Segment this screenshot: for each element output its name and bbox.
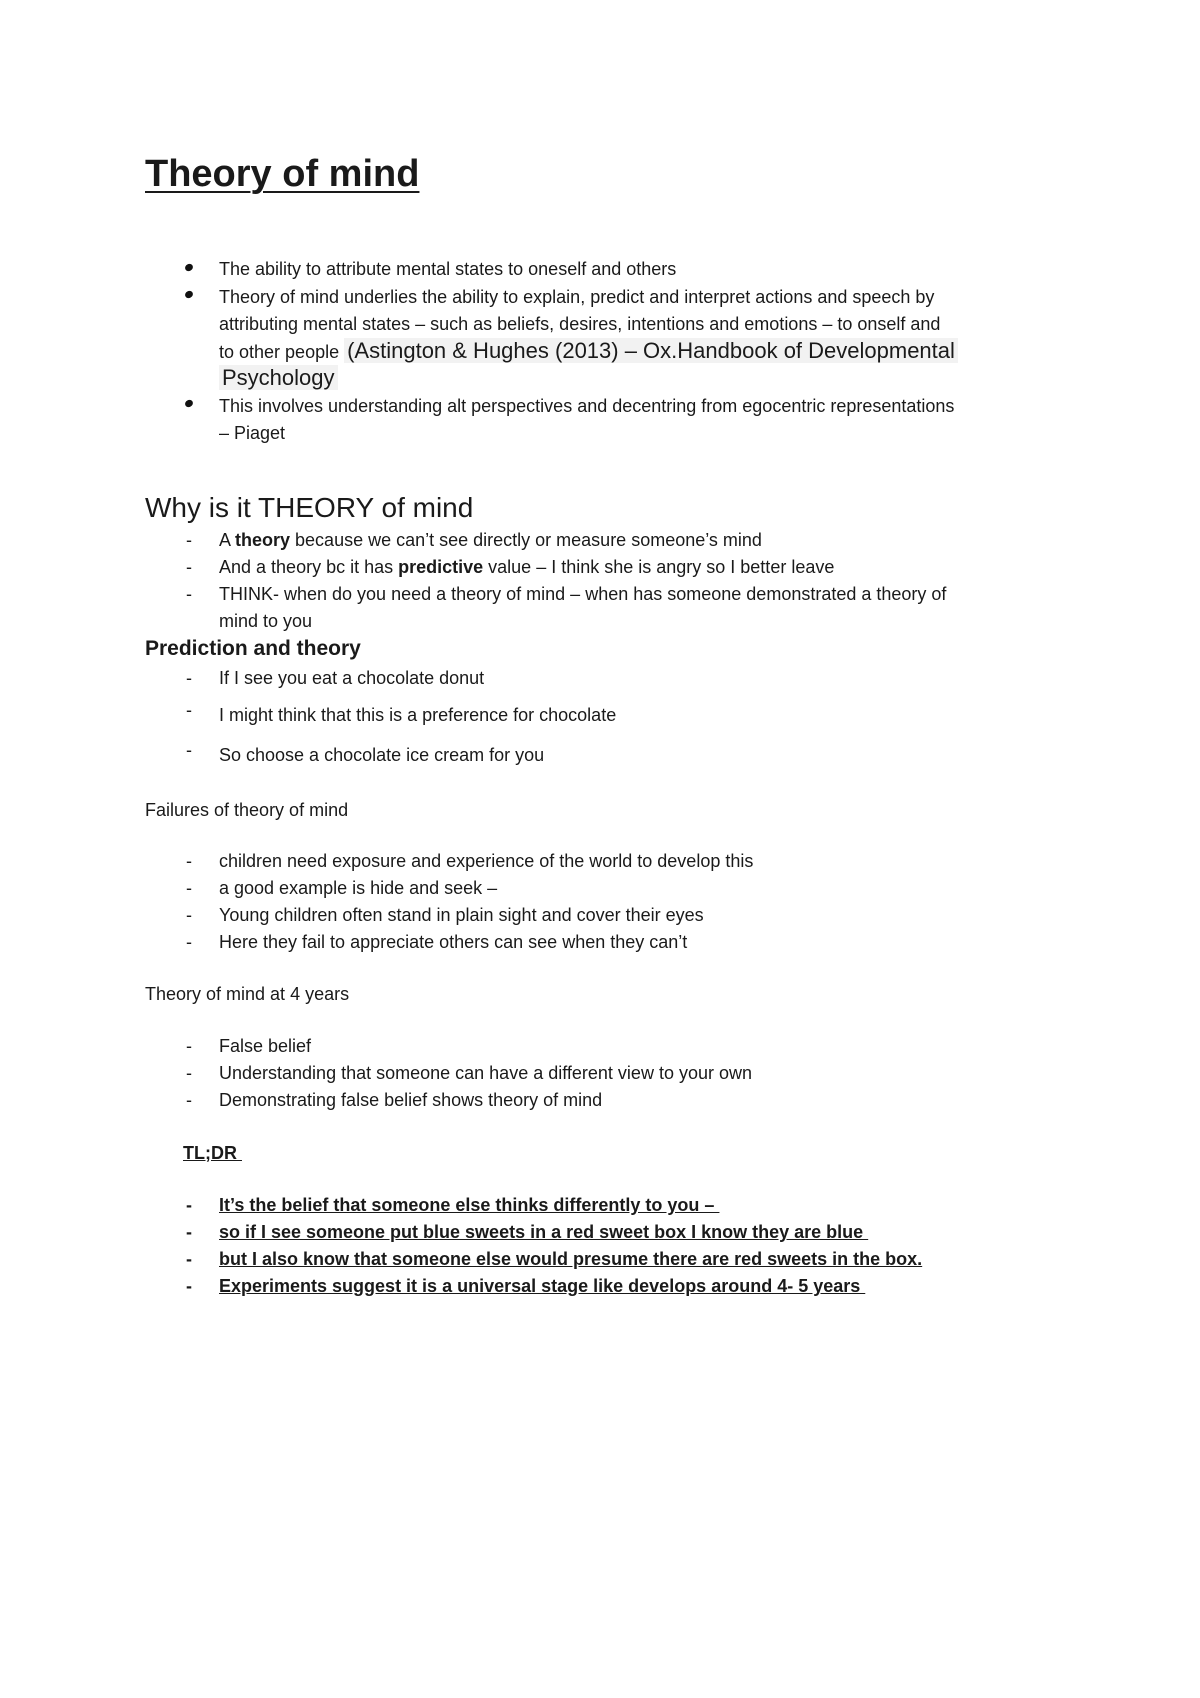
bullet-dot	[184, 399, 194, 409]
prediction-item-3: So choose a chocolate ice cream for you	[219, 745, 545, 765]
bullet-dot	[184, 290, 194, 300]
dash-marker: -	[186, 584, 192, 604]
bullet-2-line-1: Theory of mind underlies the ability to explain, predict and interpret actions and speech by	[219, 287, 935, 307]
dash-marker: -	[186, 1249, 192, 1269]
failures-item-4: Here they fail to appreciate others can see when they can’t	[219, 932, 688, 952]
four-years-item-2: Understanding that someone can have a different view to your own	[219, 1063, 752, 1083]
tldr-item-2: so if I see someone put blue sweets in a red sweet box I know they are blue	[219, 1222, 869, 1242]
why-item-1-bold: theory	[235, 530, 291, 550]
section-heading-prediction: Prediction and theory	[145, 637, 361, 660]
dash-marker: -	[186, 1063, 192, 1083]
dash-marker: -	[186, 905, 192, 925]
dash-marker: -	[186, 1090, 192, 1110]
bullet-3-line-2: – Piaget	[219, 423, 286, 443]
bullet-dot	[184, 263, 194, 273]
dash-marker: -	[186, 700, 192, 720]
four-years-item-1: False belief	[219, 1036, 312, 1056]
tldr-item-4: Experiments suggest it is a universal stage like develops around 4- 5 years	[219, 1276, 866, 1296]
why-item-1	[219, 527, 762, 554]
dash-marker: -	[186, 1222, 192, 1242]
why-item-1-text: A	[219, 530, 236, 550]
dash-marker: -	[186, 557, 192, 577]
bullet-3-line-1: This involves understanding alt perspectives and decentring from egocentric representations	[219, 396, 955, 416]
why-item-2-text-end: value – I think she is angry so I better leave	[483, 557, 835, 577]
page-title: Theory of mind	[145, 153, 420, 195]
citation: (Astington & Hughes (2013) – Ox.Handbook of Developmental	[344, 338, 958, 363]
bullet-1: The ability to attribute mental states to oneself and others	[219, 259, 677, 279]
dash-marker: -	[186, 740, 192, 760]
four-years-item-3: Demonstrating false belief shows theory of mind	[219, 1090, 603, 1110]
section-heading-why: Why is it THEORY of mind	[145, 492, 474, 523]
why-item-2-text: And a theory bc it has	[219, 557, 399, 577]
dash-marker: -	[186, 530, 192, 550]
why-item-2-bold: predictive	[398, 557, 484, 577]
bullet-2-line-2: attributing mental states – such as beliefs, desires, intentions and emotions – to onself and	[219, 314, 941, 334]
dash-marker: -	[186, 878, 192, 898]
dash-marker: -	[186, 668, 192, 688]
prediction-item-2: I might think that this is a preference for chocolate	[219, 705, 617, 725]
why-item-3-line-1: THINK- when do you need a theory of mind – when has someone demonstrated a theory of	[219, 584, 947, 604]
section-heading-four-years: Theory of mind at 4 years	[145, 984, 350, 1004]
dash-marker: -	[186, 1276, 192, 1296]
failures-item-1: children need exposure and experience of the world to develop this	[219, 851, 754, 871]
section-heading-failures: Failures of theory of mind	[145, 800, 349, 820]
prediction-item-1: If I see you eat a chocolate donut	[219, 668, 485, 688]
bullet-2-line-4	[219, 364, 338, 393]
tldr-item-1: It’s the belief that someone else thinks differently to you –	[219, 1195, 720, 1215]
bullet-2-text: to other people	[219, 342, 345, 362]
failures-item-2: a good example is hide and seek –	[219, 878, 498, 898]
dash-marker: -	[186, 851, 192, 871]
why-item-2	[219, 554, 834, 581]
dash-marker: -	[186, 932, 192, 952]
why-item-3-line-2: mind to you	[219, 611, 313, 631]
tldr-item-3: but I also know that someone else would presume there are red sweets in the box.	[219, 1249, 923, 1269]
citation-continued: Psychology	[219, 365, 338, 390]
failures-item-3: Young children often stand in plain sight and cover their eyes	[219, 905, 704, 925]
dash-marker: -	[186, 1195, 192, 1215]
bullet-2-line-3	[219, 337, 958, 366]
tldr-heading: TL;DR	[183, 1143, 242, 1163]
why-item-1-text-end: because we can’t see directly or measure someone’s mind	[290, 530, 762, 550]
dash-marker: -	[186, 1036, 192, 1056]
